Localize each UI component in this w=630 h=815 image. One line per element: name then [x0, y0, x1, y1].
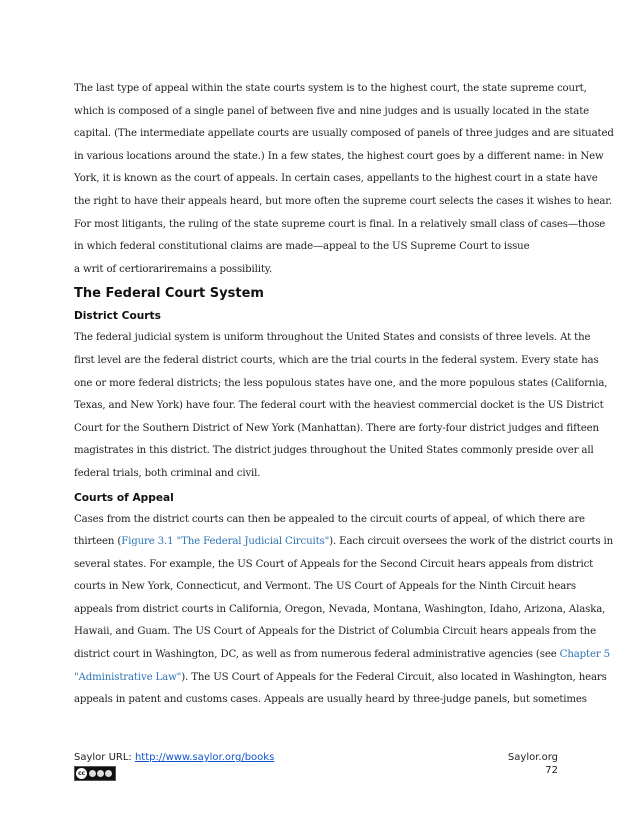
paragraph-line: the right to have their appeals heard, but more often the supreme court selects the cases it wishes to hear. [74, 195, 612, 207]
paragraph-line: magistrates in this district. The district judges throughout the United States commonly preside over all [74, 445, 594, 457]
paragraph-line: Cases from the district courts can then be appealed to the circuit courts of appeal, of which there are [74, 513, 585, 525]
chapter-title-link[interactable]: "Administrative Law" [74, 671, 182, 683]
paragraph-line: which is composed of a single panel of between five and nine judges and is usually located in the state [74, 105, 590, 117]
section-title: The Federal Court System [74, 286, 264, 302]
paragraph-line: courts in New York, Connecticut, and Vermont. The US Court of Appeals for the Ninth Circuit hears [74, 581, 576, 593]
page-number: 72 [545, 765, 558, 776]
paragraph-line: first level are the federal district courts, which are the trial courts in the federal system. Every state has [74, 354, 599, 366]
paragraph-line: "Administrative Law"). The US Court of Appeals for the Federal Circuit, also located in Washington, hears [74, 671, 607, 683]
paragraph-line: capital. (The intermediate appellate courts are usually composed of panels of three judges and are situated [74, 128, 614, 140]
courts-of-appeal-paragraph [74, 509, 614, 712]
paragraph-line: Court for the Southern District of New York (Manhattan). There are forty-four district judges and fifteen [74, 422, 599, 434]
footer-right [508, 751, 558, 777]
sa-icon [105, 770, 112, 777]
paragraph-line: appeals from district courts in California, Oregon, Nevada, Montana, Washington, Idaho, Arizona, Alaska, [74, 603, 606, 615]
intro-paragraph [74, 78, 614, 281]
paragraph-line: Hawaii, and Guam. The US Court of Appeals for the District of Columbia Circuit hears appeals from the [74, 626, 596, 638]
paragraph-line: a writ of certiorariremains a possibility. [74, 263, 273, 275]
paragraph-line: Texas, and New York) have four. The federal court with the heaviest commercial docket is the US District [74, 400, 604, 412]
paragraph-line: district court in Washington, DC, as well as from numerous federal administrative agencies (see Chapter 5 [74, 649, 610, 661]
paragraph-line: one or more federal districts; the less populous states have one, and the more populous states (California, [74, 377, 608, 389]
paragraph-line: several states. For example, the US Court of Appeals for the Second Circuit hears appeals from district [74, 558, 594, 570]
chapter-link[interactable]: Chapter 5 [559, 649, 610, 661]
paragraph-line: For most litigants, the ruling of the state supreme court is final. In a relatively small class of cases—those [74, 218, 606, 230]
creative-commons-license-icon[interactable] [74, 766, 116, 781]
paragraph-line: in various locations around the state.) In a few states, the highest court goes by a different name: in New [74, 150, 604, 162]
saylor-books-link[interactable]: http://www.saylor.org/books [134, 752, 275, 763]
url-label: Saylor URL: [74, 752, 135, 763]
figure-link[interactable]: Figure 3.1 "The Federal Judicial Circuits" [121, 536, 330, 548]
district-courts-paragraph [74, 327, 608, 485]
courts-of-appeal-heading: Courts of Appeal [74, 491, 174, 504]
paragraph-line: The federal judicial system is uniform throughout the United States and consists of three levels. At the [74, 332, 591, 344]
footer-left [74, 751, 558, 764]
page-footer [74, 751, 558, 781]
paragraph-line: The last type of appeal within the state courts system is to the highest court, the state supreme court, [74, 83, 587, 94]
nc-icon [97, 770, 104, 777]
paragraph-line: appeals in patent and customs cases. Appeals are usually heard by three-judge panels, but sometimes [74, 694, 587, 706]
paragraph-line: thirteen (Figure 3.1 "The Federal Judicial Circuits"). Each circuit oversees the work of the district courts in [74, 536, 614, 548]
cc-icon: cc [77, 770, 86, 777]
district-courts-heading: District Courts [74, 310, 161, 323]
by-icon [89, 770, 96, 777]
paragraph-line: federal trials, both criminal and civil. [74, 467, 261, 479]
paragraph-line: York, it is known as the court of appeals. In certain cases, appellants to the highest court in a state have [74, 173, 598, 185]
paragraph-line: in which federal constitutional claims are made—appeal to the US Supreme Court to issue [74, 241, 530, 253]
page-content [74, 78, 614, 712]
footer-site: Saylor.org [507, 752, 558, 763]
